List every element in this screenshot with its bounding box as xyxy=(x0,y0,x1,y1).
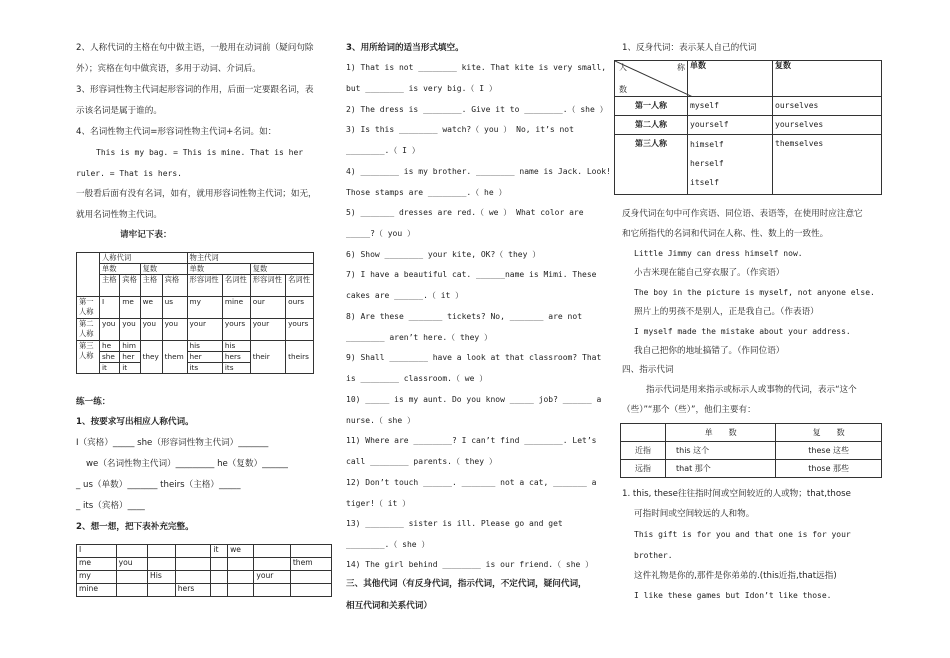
cell: yourselves xyxy=(773,116,882,135)
cell: they xyxy=(140,341,162,374)
exercise-3-line: 3) Is this ________ watch?（ you ） No, it’s not xyxy=(346,125,574,134)
cell xyxy=(228,584,254,597)
cell xyxy=(175,545,211,558)
completion-table xyxy=(76,544,332,597)
exercise-3-line: 12) Don’t touch ______. _______ not a cat, _______ a xyxy=(346,478,597,487)
cell-line: itself xyxy=(690,178,719,187)
example-line-2: ruler. = That is hers. xyxy=(76,169,182,178)
exercise-3-line: 4) ________ is my brother. ________ name is Jack. Look! xyxy=(346,167,611,176)
cell xyxy=(148,558,176,571)
exercise-3-line: ________.（ I ） xyxy=(346,146,420,155)
cell-third-singular xyxy=(688,135,773,195)
th-obj-2: 宾格 xyxy=(162,275,187,297)
cell: me xyxy=(120,297,140,319)
exercise-3-line: 13) ________ sister is ill. Please go and get xyxy=(346,519,563,528)
exercise-3-line: ________.（ she ） xyxy=(346,540,430,549)
exercise-3-line: is ________ classroom.（ we ） xyxy=(346,374,488,383)
exercise-3-line: 11) Where are ________? I can’t find ________. Let’s xyxy=(346,436,597,445)
note-2: This gift is for you and that one is for your xyxy=(634,530,851,539)
note-3: I like these games but Idon’t like those. xyxy=(634,591,832,600)
section-3-title-cont: 相互代词和关系代词） xyxy=(346,601,432,611)
diag-label-call: 称 xyxy=(677,63,685,72)
memorize-heading: 请牢记下表： xyxy=(120,230,172,240)
th-noun-2: 名词性 xyxy=(286,275,314,297)
para-noun-poss: 4、名词性物主代词=形容词性物主代词+名词。如： xyxy=(76,127,277,137)
cell xyxy=(228,558,254,571)
cell: his xyxy=(222,341,250,352)
exercise-1-line-3: _ us（单数）_______ theirs（主格）_____ xyxy=(76,480,241,490)
cell xyxy=(254,545,290,558)
cell: yours xyxy=(286,319,314,341)
row-first: 第一人称 xyxy=(615,97,688,116)
th-nom: 主格 xyxy=(100,275,120,297)
th-noun: 名词性 xyxy=(222,275,250,297)
row-near: 近指 xyxy=(621,442,666,460)
exercise-3-line: 10) _____ is my aunt. Do you know _____ job? ______ a xyxy=(346,395,602,404)
example-1: Little Jimmy can dress himself now. xyxy=(634,249,803,258)
exercise-3-line: 5) _______ dresses are red.（ we ） What color are xyxy=(346,208,584,217)
cell: me xyxy=(77,558,117,571)
example-2: The boy in the picture is myself, not anyone else. xyxy=(634,288,875,297)
cell xyxy=(254,584,290,597)
section-4-desc-2: （些）”“那个（些）”，他们主要有： xyxy=(622,405,756,415)
reflexive-desc-2: 和它所指代的名词和代词在人称、性、数上的一致性。 xyxy=(622,229,829,239)
th-plural-2: 复数 xyxy=(250,264,313,275)
reflexive-desc-1: 反身代词在句中可作宾语、同位语、表语等，在使用时应注意它 xyxy=(622,209,863,219)
cell xyxy=(290,584,331,597)
exercise-3-line: 8) Are these _______ tickets? No, _______ are not xyxy=(346,312,583,321)
cell: it xyxy=(211,545,228,558)
cell: her xyxy=(187,352,222,363)
th-obj: 宾格 xyxy=(120,275,140,297)
reflexive-title: 1、反身代词：表示某人自己的代词 xyxy=(622,43,757,53)
exercise-3-line: cakes are ______.（ it ） xyxy=(346,291,464,300)
cell: our xyxy=(250,297,285,319)
th-possessive: 物主代词 xyxy=(187,253,313,264)
th-plural: 复数 xyxy=(140,264,187,275)
row-third-person: 第三人称 xyxy=(77,341,100,374)
cell: it xyxy=(120,363,140,374)
cell: her xyxy=(120,352,140,363)
exercise-3-line: 6) Show ________ your kite, OK?（ they ） xyxy=(346,250,541,259)
exercise-1-title: 1、按要求写出相应人称代词。 xyxy=(76,417,194,427)
th-singular: 单数 xyxy=(688,61,773,97)
cell: my xyxy=(77,571,117,584)
cell xyxy=(116,571,147,584)
exercise-1-line-2: we（名词性物主代词）_________ he（复数）______ xyxy=(86,459,288,469)
section-4-title: 四、指示代词 xyxy=(622,365,674,375)
cell: myself xyxy=(688,97,773,116)
cell: these 这些 xyxy=(776,442,882,460)
exercise-3-line: but ________ is very big.（ I ） xyxy=(346,84,497,93)
para-nominative-1: 2、人称代词的主格在句中做主语，一般用在动词前（疑问句除 xyxy=(76,43,314,53)
cell: we xyxy=(228,545,254,558)
cell: mine xyxy=(222,297,250,319)
example-3-cn: 我自己把你的地址搞错了。（作同位语） xyxy=(634,346,785,356)
exercise-3-line: 14) The girl behind ________ is our friend.（ she ） xyxy=(346,560,594,569)
cell: ourselves xyxy=(773,97,882,116)
cell: them xyxy=(290,558,331,571)
cell: its xyxy=(187,363,222,374)
cell: mine xyxy=(77,584,117,597)
cell: their xyxy=(250,341,285,374)
para-adj-poss-1: 3、形容词性物主代词起形容词的作用，后面一定要跟名词，表 xyxy=(76,85,314,95)
note-2-cn: 这件礼物是你的,那件是你弟弟的.(this近指,that远指) xyxy=(634,571,837,581)
para-adj-poss-2: 示该名词是属于谁的。 xyxy=(76,106,162,116)
cell: him xyxy=(120,341,140,352)
cell: ours xyxy=(286,297,314,319)
cell: hers xyxy=(222,352,250,363)
cell: you xyxy=(120,319,140,341)
cell: theirs xyxy=(286,341,314,374)
th-adj-2: 形容词性 xyxy=(250,275,285,297)
cell: my xyxy=(187,297,222,319)
th-singular-2: 单数 xyxy=(187,264,250,275)
pronoun-table xyxy=(76,252,314,374)
cell xyxy=(211,584,228,597)
example-2-cn: 照片上的男孩不是别人，正是我自己。（作表语） xyxy=(634,307,819,317)
cell: this 这个 xyxy=(666,442,776,460)
th-singular: 单 数 xyxy=(666,424,776,442)
cell: you xyxy=(162,319,187,341)
exercise-2-title: 2、想一想，把下表补充完整。 xyxy=(76,522,194,532)
cell: that 那个 xyxy=(666,460,776,478)
cell: hers xyxy=(175,584,211,597)
exercise-3-line: _____?（ you ） xyxy=(346,229,415,238)
cell: yourself xyxy=(688,116,773,135)
cell xyxy=(290,571,331,584)
th-singular: 单数 xyxy=(100,264,141,275)
exercise-3-line: tiger!（ it ） xyxy=(346,499,411,508)
cell-line: himself xyxy=(690,140,724,149)
cell: themselves xyxy=(773,135,882,195)
cell-line: herself xyxy=(690,159,724,168)
diag-label-number: 数 xyxy=(619,85,627,94)
cell: your xyxy=(254,571,290,584)
cell: his xyxy=(187,341,222,352)
reflexive-table xyxy=(614,60,882,195)
cell: it xyxy=(100,363,120,374)
exercise-3-line: call ________ parents.（ they ） xyxy=(346,457,497,466)
exercise-3-line: nurse.（ she ） xyxy=(346,416,415,425)
section-4-desc-1: 指示代词是用来指示或标示人或事物的代词，表示“这个 xyxy=(646,385,857,395)
diag-header xyxy=(615,61,688,97)
para-nominative-2: 外）；宾格在句中做宾语，多用于动词、介词后。 xyxy=(76,64,261,74)
cell: you xyxy=(116,558,147,571)
exercise-3-line: 7) I have a beautiful cat. ______name is Mimi. These xyxy=(346,270,597,279)
cell: His xyxy=(148,571,176,584)
cell: I xyxy=(100,297,120,319)
cell: them xyxy=(162,341,187,374)
cell: he xyxy=(100,341,120,352)
row-second-person: 第二人称 xyxy=(77,319,100,341)
cell: I xyxy=(77,545,117,558)
exercise-1-line-1: I（宾格）_____ she（形容词性物主代词）_______ xyxy=(76,438,269,448)
cell xyxy=(254,558,290,571)
cell: your xyxy=(187,319,222,341)
exercise-3-line: 9) Shall ________ have a look at that classroom? That xyxy=(346,353,602,362)
exercise-3-line: Those stamps are ________.（ he ） xyxy=(346,188,507,197)
cell: you xyxy=(140,319,162,341)
note-2-cont: brother. xyxy=(634,551,673,560)
th-personal: 人称代词 xyxy=(100,253,188,264)
cell: she xyxy=(100,352,120,363)
empty-corner xyxy=(621,424,666,442)
para-rule-1: 一般看后面有没有名词，如有，就用形容词性物主代词；如无， xyxy=(76,189,317,199)
cell xyxy=(116,545,147,558)
exercise-1-line-4: _ its（宾格）____ xyxy=(76,501,145,511)
cell xyxy=(228,571,254,584)
cell xyxy=(175,558,211,571)
cell: those 那些 xyxy=(776,460,882,478)
cell: we xyxy=(140,297,162,319)
th-plural: 复数 xyxy=(773,61,882,97)
exercise-3-line: 2) The dress is ________. Give it to ________.（ she ） xyxy=(346,105,608,114)
example-3: I myself made the mistake about your address. xyxy=(634,327,851,336)
cell: yours xyxy=(222,319,250,341)
demonstrative-table xyxy=(620,423,882,478)
cell: its xyxy=(222,363,250,374)
example-line-1: This is my bag. = This is mine. That is her xyxy=(96,148,304,157)
cell: you xyxy=(100,319,120,341)
cell: your xyxy=(250,319,285,341)
cell xyxy=(116,584,147,597)
section-3-title: 三、其他代词（有反身代词，指示代词，不定代词，疑问代词， xyxy=(346,579,587,589)
th-nom-2: 主格 xyxy=(140,275,162,297)
row-second: 第二人称 xyxy=(615,116,688,135)
cell xyxy=(148,584,176,597)
cell xyxy=(211,558,228,571)
row-far: 远指 xyxy=(621,460,666,478)
exercise-3-line: ________ aren’t here.（ they ） xyxy=(346,333,493,342)
note-1-cont: 可指时间或空间较远的人和物。 xyxy=(634,509,755,519)
practice-heading: 练一练： xyxy=(76,397,111,407)
cell xyxy=(211,571,228,584)
cell: us xyxy=(162,297,187,319)
cell xyxy=(148,545,176,558)
row-first-person: 第一人称 xyxy=(77,297,100,319)
exercise-3-line: 1) That is not ________ kite. That kite is very small, xyxy=(346,63,607,72)
para-rule-2: 就用名词性物主代词。 xyxy=(76,210,162,220)
th-adj: 形容词性 xyxy=(187,275,222,297)
row-third: 第三人称 xyxy=(615,135,688,195)
example-1-cn: 小吉米现在能自己穿衣服了。（作宾语） xyxy=(634,268,785,278)
diag-label-person: 人 xyxy=(619,63,627,72)
note-1: 1. this, these往往指时间或空间较近的人或物；that,those xyxy=(622,489,851,499)
th-plural: 复 数 xyxy=(776,424,882,442)
exercise-3-title: 3、用所给词的适当形式填空。 xyxy=(346,43,464,53)
cell xyxy=(290,545,331,558)
cell xyxy=(175,571,211,584)
